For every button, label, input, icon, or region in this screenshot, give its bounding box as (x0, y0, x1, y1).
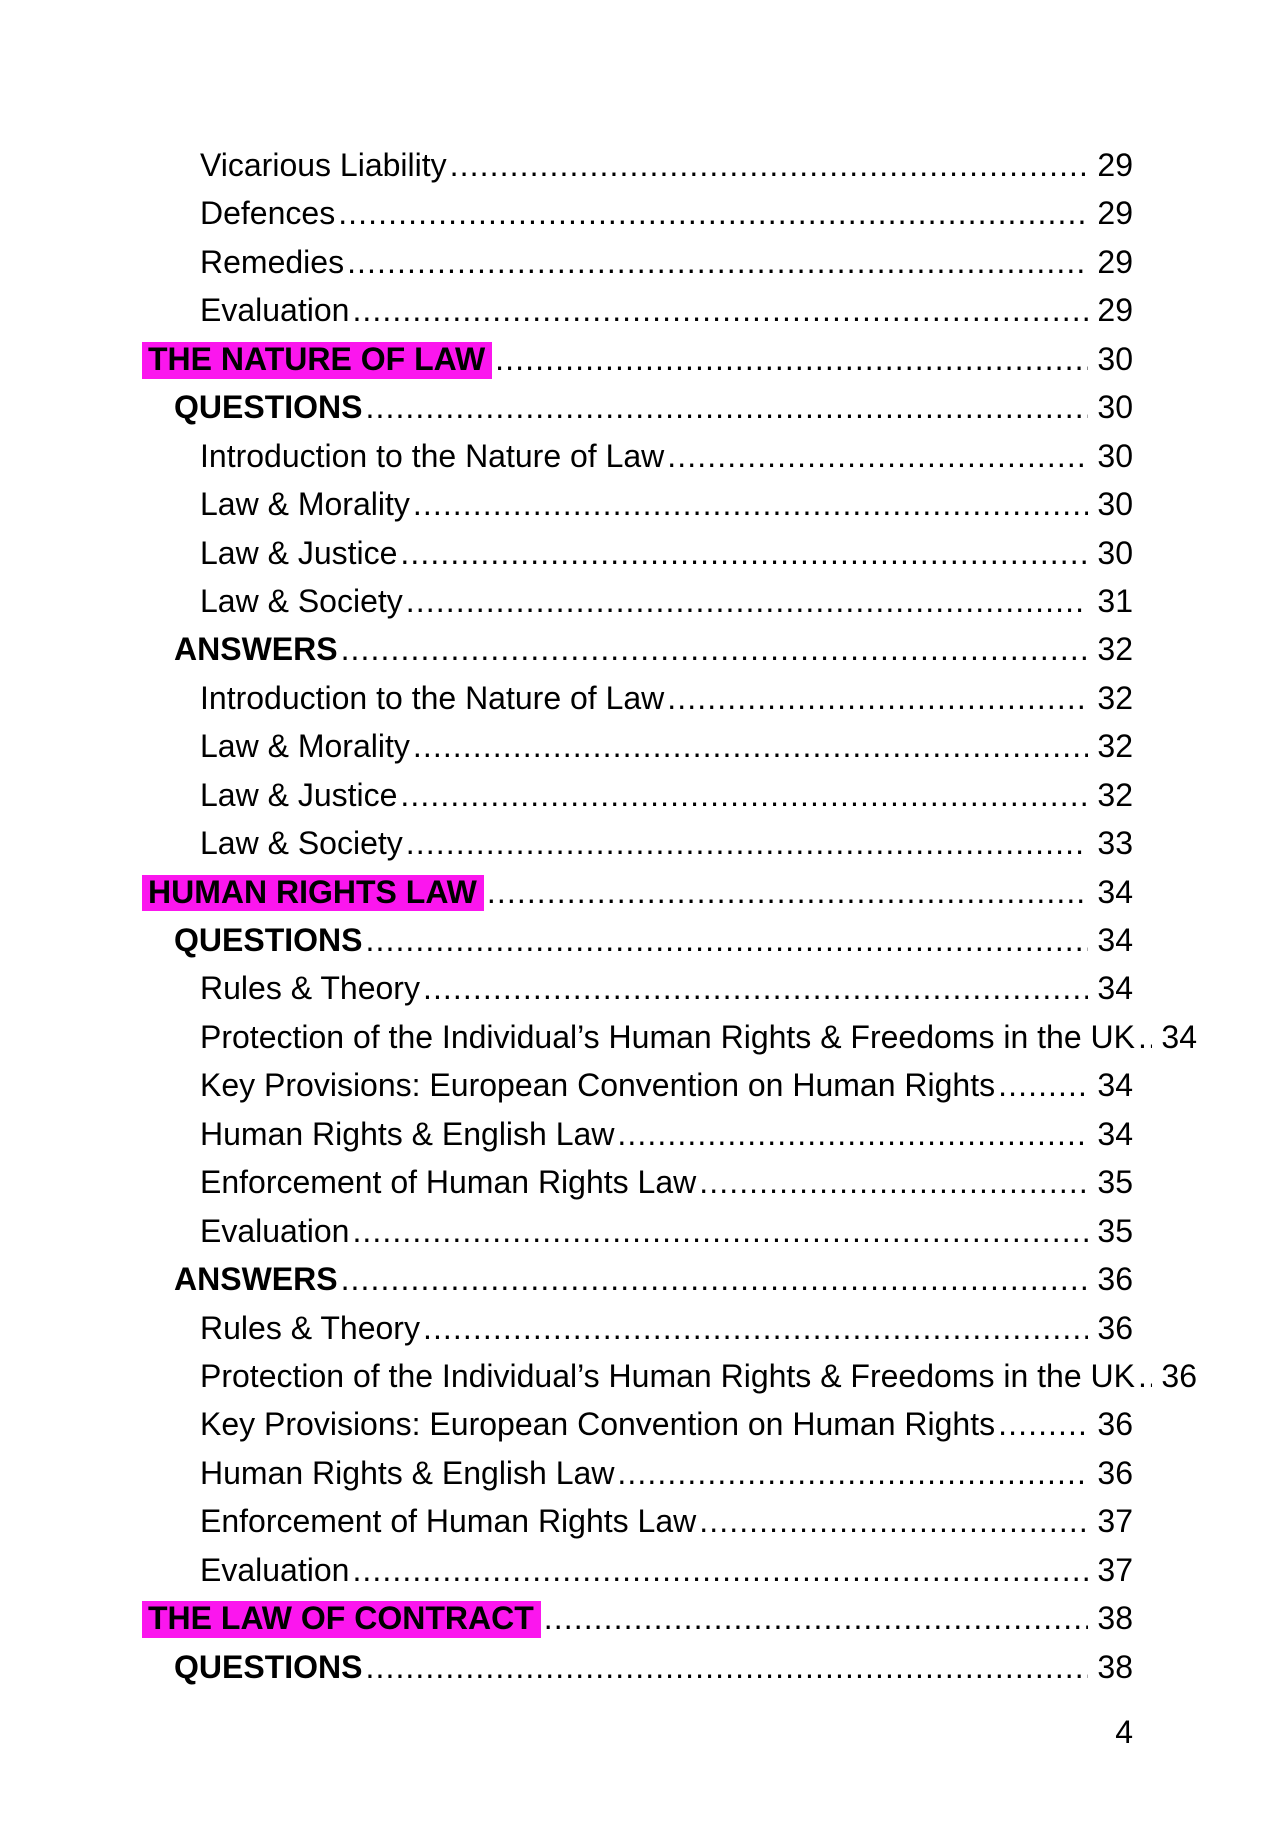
toc-entry-label: Law & Justice (200, 776, 398, 813)
dot-leader (400, 529, 1088, 577)
toc-entry[interactable] (200, 819, 1133, 867)
dot-leader (1138, 1013, 1152, 1061)
toc-entry-label: Law & Society (200, 582, 403, 619)
toc-entry-label: Rules & Theory (200, 1309, 420, 1346)
toc-entry-page: 30 (1097, 437, 1133, 474)
toc-entry[interactable] (148, 868, 1133, 916)
toc-entry[interactable] (200, 1546, 1133, 1594)
toc-entry[interactable] (200, 141, 1133, 189)
toc-entry[interactable] (200, 1110, 1133, 1158)
toc-entry-page: 35 (1097, 1212, 1133, 1249)
toc-entry-page: 38 (1097, 1600, 1133, 1637)
toc-entry[interactable] (200, 964, 1133, 1012)
toc-entry-label: QUESTIONS (174, 922, 363, 958)
toc-entry[interactable] (174, 1643, 1133, 1691)
toc-entry-label: Evaluation (200, 1212, 350, 1249)
toc-entry-page: 34 (1097, 922, 1133, 958)
toc-entry-label: Law & Justice (200, 534, 398, 571)
toc-entry-label: Vicarious Liability (200, 147, 447, 183)
dot-leader (413, 722, 1088, 770)
dot-leader (352, 1207, 1088, 1255)
toc-entry[interactable] (200, 1061, 1133, 1109)
toc-entry-label: Introduction to the Nature of Law (200, 679, 665, 716)
toc-entry[interactable] (200, 529, 1133, 577)
toc-entry[interactable] (148, 1594, 1133, 1642)
toc-entry-page: 34 (1097, 1115, 1133, 1152)
toc-list (148, 141, 1197, 1691)
toc-entry-page: 35 (1097, 1164, 1133, 1201)
toc-entry-label: Human Rights & English Law (200, 1115, 615, 1152)
toc-entry-page: 29 (1097, 195, 1133, 232)
toc-entry-label: ANSWERS (174, 631, 338, 668)
toc-entry[interactable] (200, 1207, 1133, 1255)
toc-entry-page: 34 (1097, 970, 1133, 1007)
toc-entry-page: 29 (1097, 147, 1133, 183)
toc-entry-label: Rules & Theory (200, 970, 420, 1007)
toc-entry-label: Key Provisions: European Convention on Human Rights (200, 1406, 996, 1443)
toc-entry-page: 37 (1097, 1503, 1133, 1540)
toc-entry[interactable] (200, 1497, 1133, 1545)
toc-entry-page: 34 (1097, 1067, 1133, 1104)
toc-entry[interactable] (200, 722, 1133, 770)
dot-leader (617, 1449, 1088, 1497)
dot-leader (365, 383, 1088, 431)
toc-entry-page: 36 (1097, 1406, 1133, 1443)
toc-entry-label: Protection of the Individual’s Human Rights & Freedoms in the UK (200, 1018, 1135, 1055)
toc-entry-label: Remedies (200, 243, 345, 280)
dot-leader (699, 1158, 1088, 1206)
toc-entry[interactable] (174, 625, 1133, 673)
toc-entry-label: Law & Society (200, 825, 403, 862)
dot-leader (341, 625, 1088, 673)
toc-entry-page: 30 (1097, 389, 1133, 426)
toc-entry[interactable] (200, 1304, 1133, 1352)
dot-leader (998, 1400, 1088, 1448)
toc-entry-page: 30 (1097, 340, 1133, 377)
dot-leader (544, 1594, 1088, 1642)
toc-entry-label: THE LAW OF CONTRACT (142, 1601, 541, 1638)
dot-leader (667, 432, 1088, 480)
dot-leader (617, 1110, 1088, 1158)
footer-page-number: 4 (1115, 1714, 1133, 1750)
dot-leader (1138, 1352, 1152, 1400)
dot-leader (495, 335, 1088, 383)
dot-leader (352, 286, 1088, 334)
toc-entry[interactable] (200, 480, 1133, 528)
dot-leader (450, 141, 1088, 189)
toc-entry-label: ANSWERS (174, 1261, 338, 1298)
toc-entry-page: 32 (1097, 679, 1133, 716)
toc-entry-page: 36 (1097, 1454, 1133, 1491)
toc-entry[interactable] (200, 1352, 1197, 1400)
toc-entry-label: Key Provisions: European Convention on Human Rights (200, 1067, 996, 1104)
toc-entry-page: 32 (1097, 728, 1133, 765)
toc-entry-page: 32 (1097, 776, 1133, 813)
dot-leader (352, 1546, 1088, 1594)
toc-entry-page: 30 (1097, 534, 1133, 571)
dot-leader (998, 1061, 1088, 1109)
dot-leader (487, 868, 1088, 916)
toc-entry[interactable] (174, 916, 1133, 964)
dot-leader (406, 577, 1088, 625)
toc-entry-page: 37 (1097, 1551, 1133, 1588)
toc-entry[interactable] (200, 238, 1133, 286)
toc-entry-page: 29 (1097, 292, 1133, 329)
dot-leader (413, 480, 1088, 528)
toc-entry-label: Evaluation (200, 1551, 350, 1588)
toc-entry-label: Evaluation (200, 292, 350, 329)
toc-entry-label: QUESTIONS (174, 389, 363, 426)
toc-entry-label: Introduction to the Nature of Law (200, 437, 665, 474)
dot-leader (365, 1643, 1088, 1691)
toc-entry-label: Enforcement of Human Rights Law (200, 1503, 697, 1540)
dot-leader (365, 916, 1088, 964)
toc-entry[interactable] (200, 674, 1133, 722)
toc-entry-page: 33 (1097, 825, 1133, 862)
toc-entry-page: 38 (1097, 1648, 1133, 1685)
toc-entry-page: 36 (1097, 1261, 1133, 1298)
toc-entry-page: 36 (1161, 1357, 1197, 1394)
dot-leader (423, 1304, 1088, 1352)
toc-entry-label: Protection of the Individual’s Human Rights & Freedoms in the UK (200, 1357, 1135, 1394)
toc-entry-page: 32 (1097, 631, 1133, 668)
toc-entry-label: Enforcement of Human Rights Law (200, 1164, 697, 1201)
toc-entry-page: 29 (1097, 243, 1133, 280)
dot-leader (423, 964, 1088, 1012)
dot-leader (699, 1497, 1088, 1545)
dot-leader (406, 819, 1088, 867)
toc-entry-page: 31 (1097, 582, 1133, 619)
dot-leader (667, 674, 1088, 722)
toc-entry-page: 34 (1161, 1018, 1197, 1055)
toc-entry-label: Defences (200, 195, 336, 232)
toc-entry[interactable] (200, 1013, 1197, 1061)
toc-entry[interactable] (174, 383, 1133, 431)
dot-leader (400, 771, 1088, 819)
toc-entry-label: Law & Morality (200, 486, 410, 523)
toc-entry[interactable] (174, 1255, 1133, 1303)
dot-leader (347, 238, 1088, 286)
toc-entry[interactable] (200, 577, 1133, 625)
toc-entry[interactable] (200, 1400, 1133, 1448)
dot-leader (341, 1255, 1088, 1303)
toc-entry-label: Human Rights & English Law (200, 1454, 615, 1491)
toc-entry-label: Law & Morality (200, 728, 410, 765)
toc-entry[interactable] (200, 1449, 1133, 1497)
toc-entry-page: 34 (1097, 873, 1133, 910)
toc-entry-label: THE NATURE OF LAW (142, 342, 492, 379)
toc-entry[interactable] (200, 1158, 1133, 1206)
toc-entry-page: 30 (1097, 486, 1133, 523)
toc-entry[interactable] (200, 189, 1133, 237)
dot-leader (338, 189, 1088, 237)
page-footer (148, 1714, 1133, 1751)
toc-entry[interactable] (200, 771, 1133, 819)
toc-entry-label: HUMAN RIGHTS LAW (142, 875, 484, 912)
toc-entry[interactable] (200, 432, 1133, 480)
toc-entry[interactable] (148, 335, 1133, 383)
toc-entry-label: QUESTIONS (174, 1648, 363, 1685)
toc-entry[interactable] (200, 286, 1133, 334)
toc-entry-page: 36 (1097, 1309, 1133, 1346)
